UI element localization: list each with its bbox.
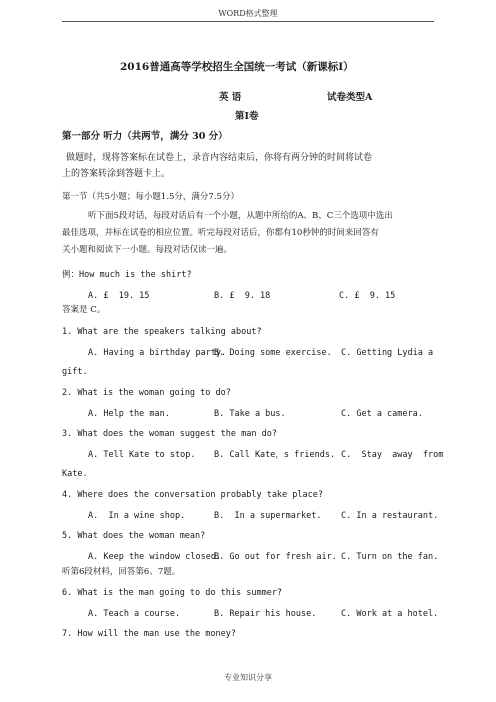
instructions-line-1: 做题时，现将答案标在试卷上，录音内容结束后，你将有两分钟的时间将试卷 (66, 153, 373, 163)
example-answer: 答案是 C。 (62, 305, 106, 315)
question-7: 7. How will the man use the money? (62, 629, 236, 639)
q6-option-a: A. Teach a course. (88, 609, 181, 619)
q6-option-c: C. Work at a hotel. (341, 609, 439, 619)
page-header: WORD格式整理 (218, 9, 278, 18)
section1-line-1: 听下面5段对话，每段对话后有一个小题，从题中所给的A、B、C三个选项中选出 (88, 211, 393, 221)
question-3: 3. What does the woman suggest the man do? (62, 429, 277, 439)
section1-heading: 第一节（共5小题；每小题1.5分，满分7.5分） (62, 192, 239, 202)
part1-heading: 第一部分 听力（共两节，满分 30 分） (62, 131, 228, 142)
q2-option-b: B. Take a bus. (214, 409, 286, 419)
q4-option-b: B. In a supermarket. (214, 511, 322, 521)
question-2: 2. What is the woman going to do? (62, 388, 231, 398)
q6-option-b: B. Repair his house. (214, 609, 317, 619)
section1-line-2: 最佳选项，并标在试卷的相应位置。听完每段对话后，你都有10秒钟的时间来回答有 (62, 228, 379, 238)
section1-line-3: 关小题和阅读下一小题。每段对话仅读一遍。 (62, 245, 233, 255)
question-5: 5. What does the woman mean? (62, 531, 206, 541)
section-6-intro: 听第6段材料，回答第6、7题。 (62, 567, 181, 577)
subject-label: 英 语 (219, 92, 242, 103)
q3-option-c: C. Stay away from (341, 450, 444, 460)
q1-option-c-cont: gift. (62, 367, 88, 377)
question-4: 4. Where does the conversation probably take place? (62, 490, 323, 500)
question-6: 6. What is the man going to do this summer? (62, 588, 283, 598)
page-footer: 专业知识分享 (224, 673, 272, 682)
q4-option-a: A. In a wine shop. (88, 511, 186, 521)
paper-type-label: 试卷类型A (327, 92, 373, 103)
example-option-c: C. £ 9. 15 (339, 291, 396, 301)
volume-label: 第Ⅰ卷 (235, 111, 259, 122)
exam-title: 2016普通高等学校招生全国统一考试（新课标Ⅰ） (120, 61, 354, 73)
q1-option-b: B. Doing some exercise. (214, 348, 332, 358)
q3-option-b: B. Call Kate，s friends. (214, 450, 336, 460)
q5-option-a: A. Keep the window closed. (88, 552, 222, 562)
q4-option-c: C. In a restaurant. (341, 511, 439, 521)
q1-option-a: A. Having a birthday party. (88, 348, 227, 358)
q3-option-c-cont: Kate. (62, 469, 88, 479)
q3-option-a: A. Tell Kate to stop. (88, 450, 196, 460)
q2-option-a: A. Help the man. (88, 409, 170, 419)
question-1: 1. What are the speakers talking about? (62, 327, 262, 337)
example-option-a: A. £ 19. 15 (88, 291, 150, 301)
instructions-line-2: 上的答案转涂到答题卡上。 (62, 169, 171, 179)
q5-option-c: C. Turn on the fan. (341, 552, 439, 562)
example-option-b: B. £ 9. 18 (214, 291, 271, 301)
q5-option-b: B. Go out for fresh air. (214, 552, 337, 562)
example-question: 例：How much is the shirt? (62, 270, 192, 280)
header-rule (62, 21, 434, 22)
q1-option-c: C. Getting Lydia a (341, 348, 434, 358)
q2-option-c: C. Get a camera. (341, 409, 423, 419)
